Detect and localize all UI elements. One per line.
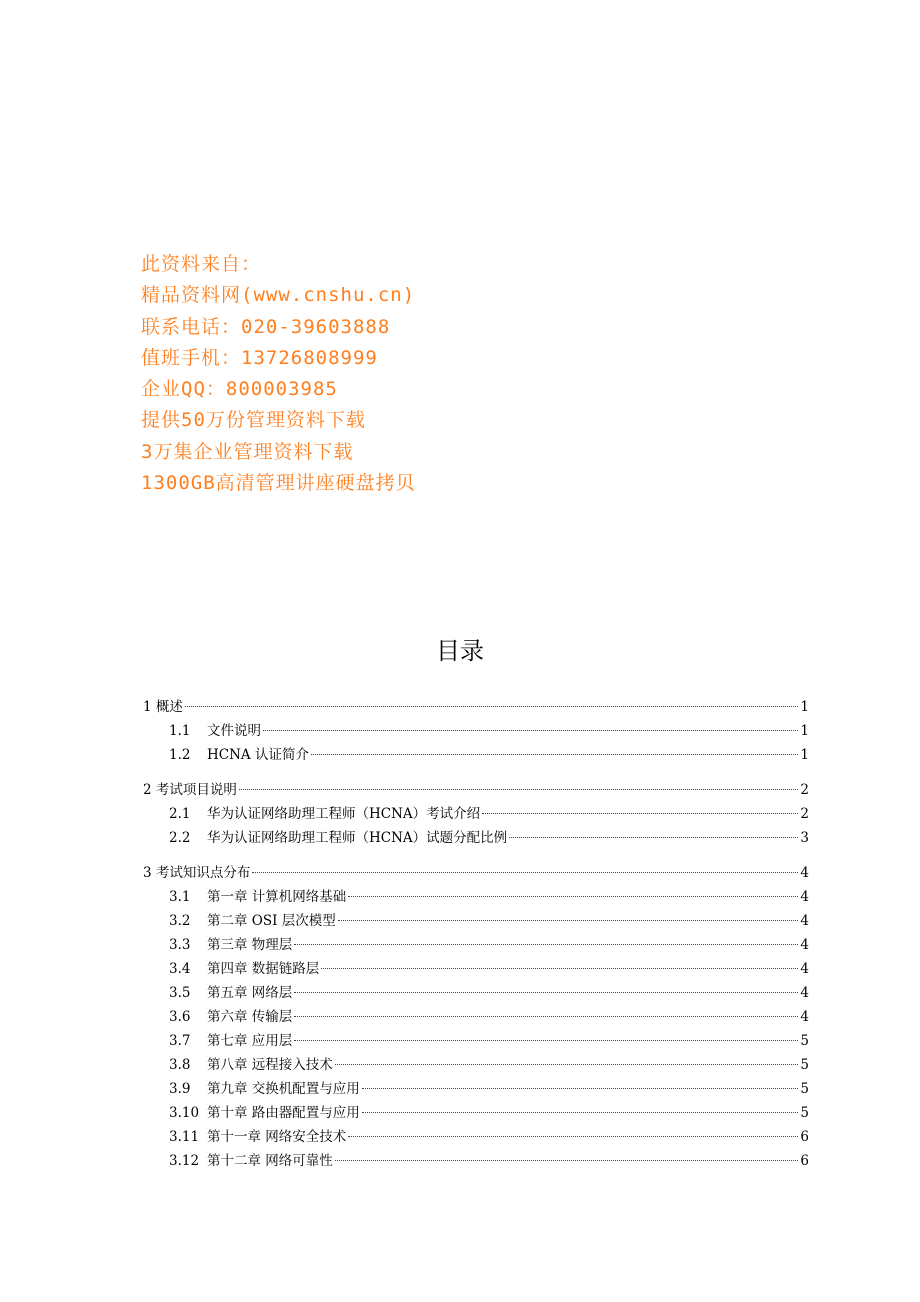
promo-line: 此资料来自： [141,253,262,275]
toc-entry[interactable] [143,1005,809,1029]
toc-entry-number: 3.7 [169,1033,191,1049]
toc-leader-dots [321,968,798,969]
promo-block [141,249,661,499]
toc-leader-dots [362,1112,799,1113]
toc-entry-number: 3.9 [169,1081,191,1097]
toc-entry-label: 第二章 OSI 层次模型 [207,913,336,929]
toc-leader-dots [335,1064,799,1065]
toc-page-number: 4 [800,937,809,953]
toc-page-number: 3 [800,830,809,846]
toc-page-number: 2 [800,806,809,822]
toc-section-label: 2 考试项目说明 [143,782,237,798]
toc-entry-label: 第十一章 网络安全技术 [207,1129,347,1145]
toc-entry-number: 3.2 [169,913,191,929]
toc-page-number: 5 [800,1105,809,1121]
toc-entry-number: 3.11 [169,1129,200,1145]
toc-entry-number: 3.3 [169,937,191,953]
toc-entry[interactable] [143,802,809,826]
toc-page-number: 1 [800,699,809,715]
toc-leader-dots [509,837,798,838]
toc-leader-dots [482,813,798,814]
toc-page-number: 5 [800,1033,809,1049]
toc-leader-dots [311,754,798,755]
toc-entry-number: 3.5 [169,985,191,1001]
toc-page-number: 4 [800,985,809,1001]
table-of-contents [143,695,809,1173]
toc-entry[interactable] [143,1053,809,1077]
toc-leader-dots [362,1088,799,1089]
toc-leader-dots [294,1040,798,1041]
toc-page-number: 4 [800,961,809,977]
toc-title: 目录 [436,637,484,665]
toc-entry-label: 第五章 网络层 [207,985,293,1001]
promo-line: 3万集企业管理资料下载 [141,440,354,463]
toc-entry-label: 第三章 物理层 [207,937,293,953]
toc-entry-label: 第十二章 网络可靠性 [207,1153,333,1169]
toc-entry-label: 第六章 传输层 [207,1009,293,1025]
promo-line: 联系电话：020-39603888 [141,315,391,338]
toc-entry-number: 1.1 [169,723,191,739]
toc-leader-dots [294,944,798,945]
toc-entry-number: 3.4 [169,961,191,977]
toc-page-number: 1 [800,723,809,739]
toc-leader-dots [294,992,798,993]
toc-leader-dots [263,730,798,731]
toc-entry[interactable] [143,933,809,957]
toc-entry[interactable] [143,1125,809,1149]
toc-entry-number: 3.8 [169,1057,191,1073]
toc-entry[interactable] [143,826,809,850]
toc-entry-label: 第九章 交换机配置与应用 [207,1081,360,1097]
toc-section-label: 1 概述 [143,699,183,715]
toc-entry-number: 1.2 [169,747,191,763]
toc-entry-number: 3.10 [169,1105,200,1121]
toc-leader-dots [348,1136,798,1137]
toc-entry-number: 2.1 [169,806,191,822]
toc-entry[interactable] [143,719,809,743]
toc-page-number: 6 [800,1153,809,1169]
promo-line: 提供50万份管理资料下载 [141,409,366,432]
toc-entry[interactable] [143,743,809,767]
toc-entry[interactable] [143,1029,809,1053]
toc-entry[interactable] [143,885,809,909]
toc-leader-dots [294,1016,798,1017]
toc-entry-label: 华为认证网络助理工程师（HCNA）试题分配比例 [207,830,508,846]
toc-entry-label: 第八章 远程接入技术 [207,1057,333,1073]
promo-line: 精品资料网(www.cnshu.cn) [141,284,416,307]
toc-page-number: 2 [800,782,809,798]
toc-entry[interactable] [143,1077,809,1101]
toc-leader-dots [348,896,798,897]
toc-entry-label: 文件说明 [207,723,261,739]
toc-page-number: 1 [800,747,809,763]
toc-section[interactable] [143,861,809,885]
toc-entry[interactable] [143,1101,809,1125]
toc-page-number: 5 [800,1081,809,1097]
toc-entry[interactable] [143,909,809,933]
toc-entry-label: 第七章 应用层 [207,1033,293,1049]
toc-leader-dots [185,706,799,707]
toc-section-label: 3 考试知识点分布 [143,865,251,881]
promo-line: 企业QQ：800003985 [141,378,338,401]
toc-entry-label: HCNA 认证简介 [207,747,309,763]
toc-page-number: 5 [800,1057,809,1073]
toc-leader-dots [239,789,799,790]
toc-section[interactable] [143,695,809,719]
toc-entry-number: 3.6 [169,1009,191,1025]
toc-entry[interactable] [143,1149,809,1173]
toc-page-number: 4 [800,1009,809,1025]
toc-page-number: 4 [800,865,809,881]
toc-leader-dots [338,920,799,921]
toc-entry-label: 第一章 计算机网络基础 [207,889,347,905]
toc-page-number: 4 [800,889,809,905]
toc-entry-number: 2.2 [169,830,191,846]
toc-entry[interactable] [143,957,809,981]
promo-line: 值班手机：13726808999 [141,346,378,369]
toc-leader-dots [252,872,798,873]
toc-section[interactable] [143,778,809,802]
toc-entry-label: 华为认证网络助理工程师（HCNA）考试介绍 [207,806,481,822]
promo-line: 1300GB高清管理讲座硬盘拷贝 [141,472,416,495]
toc-entry[interactable] [143,981,809,1005]
toc-entry-number: 3.1 [169,889,191,905]
toc-page-number: 4 [800,913,809,929]
toc-entry-number: 3.12 [169,1153,200,1169]
toc-leader-dots [335,1160,799,1161]
toc-page-number: 6 [800,1129,809,1145]
toc-entry-label: 第十章 路由器配置与应用 [207,1105,360,1121]
toc-entry-label: 第四章 数据链路层 [207,961,320,977]
